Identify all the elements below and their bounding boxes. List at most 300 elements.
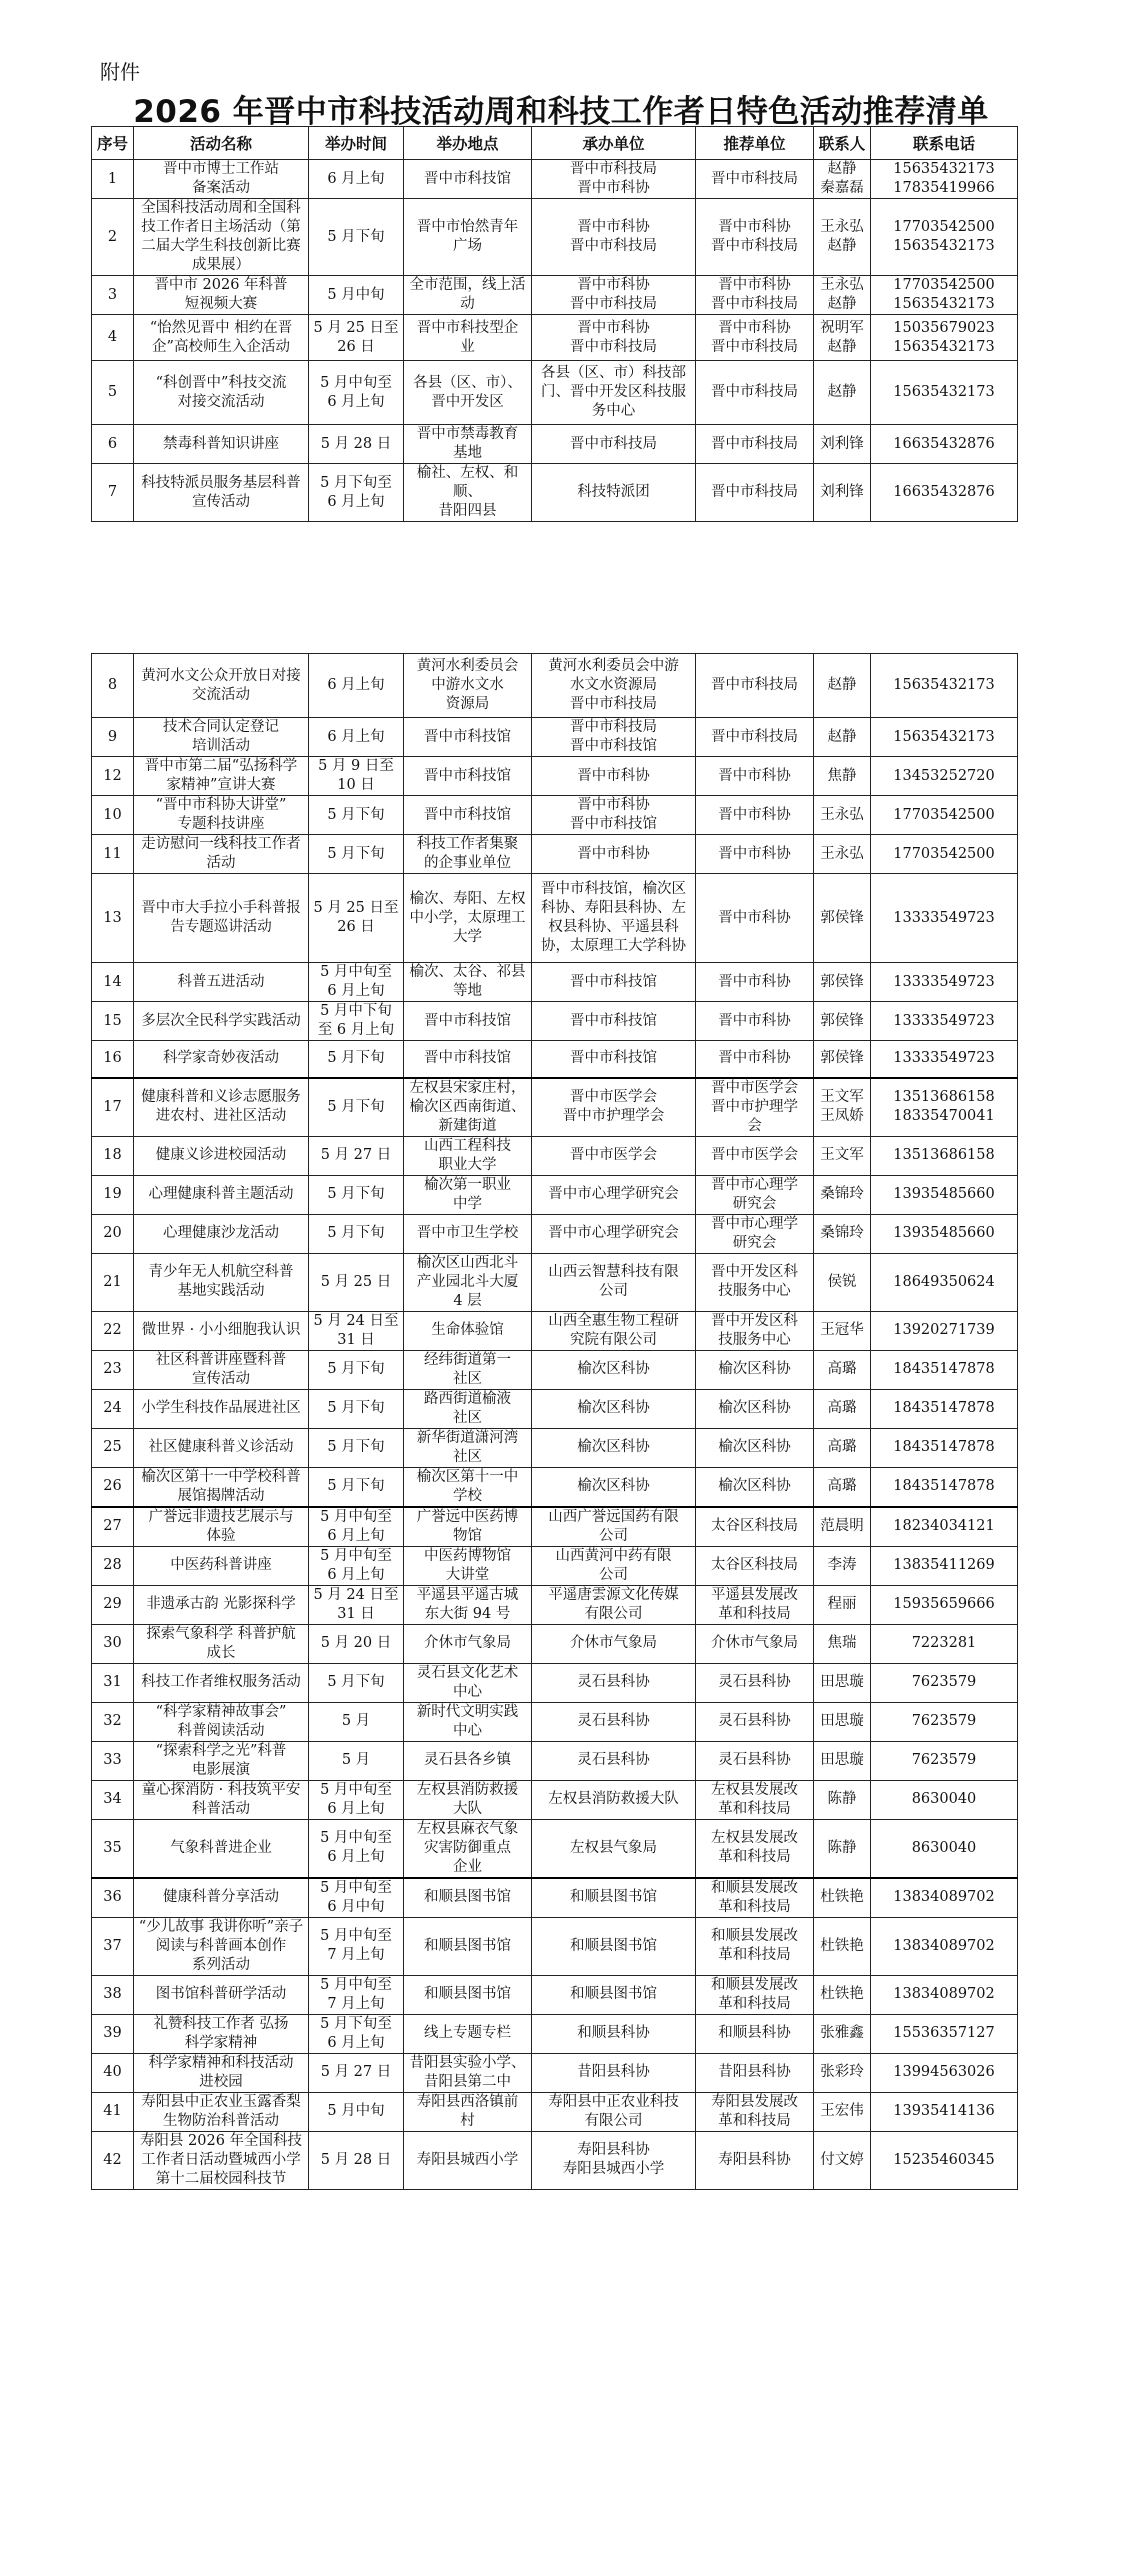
cell-phone: 13834089702 <box>871 1878 1018 1918</box>
cell-name: 社区科普讲座暨科普 宣传活动 <box>134 1350 309 1389</box>
cell-time: 5 月中旬至 6 月上旬 <box>309 1546 404 1585</box>
cell-time: 5 月 25 日至 26 日 <box>309 315 404 361</box>
cell-contact: 桑锦玲 <box>814 1175 871 1214</box>
cell-no: 42 <box>92 2131 134 2189</box>
cell-name: 晋中市第二届“弘扬科学 家精神”宣讲大赛 <box>134 757 309 796</box>
cell-contact: 杜铁艳 <box>814 1917 871 1975</box>
cell-no: 35 <box>92 1819 134 1878</box>
cell-contact: 赵静 <box>814 654 871 718</box>
cell-phone: 7623579 <box>871 1663 1018 1702</box>
cell-recommender: 晋中市科协 <box>696 874 814 963</box>
cell-no: 4 <box>92 315 134 361</box>
cell-phone: 17703542500 <box>871 835 1018 874</box>
table-row <box>92 1780 1018 1819</box>
cell-time: 5 月中下旬 至 6 月上旬 <box>309 1002 404 1041</box>
cell-contact: 杜铁艳 <box>814 1975 871 2014</box>
cell-place: 寿阳县西洛镇前 村 <box>404 2092 532 2131</box>
table-row <box>92 1002 1018 1041</box>
cell-phone: 13920271739 <box>871 1311 1018 1350</box>
cell-place: 左权县宋家庄村， 榆次区西南街道、 新建街道 <box>404 1078 532 1137</box>
attachment-label: 附件 <box>100 60 140 84</box>
table-row <box>92 2092 1018 2131</box>
table-row <box>92 835 1018 874</box>
cell-recommender: 榆次区科协 <box>696 1350 814 1389</box>
cell-name: 榆次区第十一中学校科普 展馆揭牌活动 <box>134 1467 309 1507</box>
cell-time: 5 月中旬 <box>309 2092 404 2131</box>
cell-host: 寿阳县科协 寿阳县城西小学 <box>532 2131 696 2189</box>
table-row <box>92 796 1018 835</box>
cell-contact: 侯锐 <box>814 1253 871 1311</box>
cell-recommender: 晋中市科协 <box>696 1041 814 1078</box>
cell-host: 科技特派团 <box>532 464 696 522</box>
cell-recommender: 平遥县发展改 革和科技局 <box>696 1585 814 1624</box>
cell-host: 昔阳县科协 <box>532 2053 696 2092</box>
cell-name: 探索气象科学 科普护航 成长 <box>134 1624 309 1663</box>
cell-time: 5 月下旬 <box>309 1663 404 1702</box>
cell-name: 中医药科普讲座 <box>134 1546 309 1585</box>
cell-contact: 郭侯锋 <box>814 1002 871 1041</box>
cell-place: 介休市气象局 <box>404 1624 532 1663</box>
table-row <box>92 1819 1018 1878</box>
cell-recommender: 和顺县发展改 革和科技局 <box>696 1878 814 1918</box>
table-row <box>92 1878 1018 1918</box>
cell-name: “科创晋中”科技交流 对接交流活动 <box>134 361 309 425</box>
cell-host: 晋中市科协 <box>532 835 696 874</box>
cell-host: 山西黄河中药有限 公司 <box>532 1546 696 1585</box>
cell-name: 科学家奇妙夜活动 <box>134 1041 309 1078</box>
cell-name: 黄河水文公众开放日对接 交流活动 <box>134 654 309 718</box>
cell-host: 黄河水利委员会中游 水文水资源局 晋中市科技局 <box>532 654 696 718</box>
cell-recommender: 介休市气象局 <box>696 1624 814 1663</box>
cell-place: 晋中市科技馆 <box>404 718 532 757</box>
cell-contact: 王宏伟 <box>814 2092 871 2131</box>
cell-phone: 18435147878 <box>871 1467 1018 1507</box>
cell-place: 左权县麻衣气象 灾害防御重点 企业 <box>404 1819 532 1878</box>
cell-time: 5 月下旬 <box>309 1428 404 1467</box>
cell-name: 健康科普分享活动 <box>134 1878 309 1918</box>
cell-no: 37 <box>92 1917 134 1975</box>
cell-no: 7 <box>92 464 134 522</box>
cell-host: 晋中市科协 晋中市科技局 <box>532 199 696 276</box>
cell-name: 图书馆科普研学活动 <box>134 1975 309 2014</box>
cell-no: 6 <box>92 425 134 464</box>
cell-contact: 王永弘 赵静 <box>814 199 871 276</box>
header-recommender: 推荐单位 <box>696 127 814 160</box>
cell-place: 科技工作者集聚 的企事业单位 <box>404 835 532 874</box>
cell-phone: 15235460345 <box>871 2131 1018 2189</box>
cell-name: 走访慰问一线科技工作者 活动 <box>134 835 309 874</box>
cell-name: 社区健康科普义诊活动 <box>134 1428 309 1467</box>
cell-host: 和顺县图书馆 <box>532 1917 696 1975</box>
cell-recommender: 寿阳县科协 <box>696 2131 814 2189</box>
cell-phone: 17703542500 15635432173 <box>871 199 1018 276</box>
cell-name: 微世界 · 小小细胞我认识 <box>134 1311 309 1350</box>
header-contact: 联系人 <box>814 127 871 160</box>
cell-contact: 杜铁艳 <box>814 1878 871 1918</box>
cell-time: 6 月上旬 <box>309 160 404 199</box>
cell-recommender: 晋中开发区科 技服务中心 <box>696 1311 814 1350</box>
cell-host: 晋中市科协 晋中市科技馆 <box>532 796 696 835</box>
table-row <box>92 276 1018 315</box>
cell-place: 新华街道潇河湾 社区 <box>404 1428 532 1467</box>
cell-no: 22 <box>92 1311 134 1350</box>
cell-host: 灵石县科协 <box>532 1663 696 1702</box>
cell-time: 6 月上旬 <box>309 654 404 718</box>
cell-host: 寿阳县中正农业科技 有限公司 <box>532 2092 696 2131</box>
cell-host: 榆次区科协 <box>532 1428 696 1467</box>
table-row <box>92 199 1018 276</box>
table-row <box>92 1975 1018 2014</box>
table-row <box>92 963 1018 1002</box>
cell-no: 2 <box>92 199 134 276</box>
cell-no: 39 <box>92 2014 134 2053</box>
cell-name: “少儿故事 我讲你听”亲子阅读与科普画本创作 系列活动 <box>134 1917 309 1975</box>
cell-contact: 刘利锋 <box>814 425 871 464</box>
cell-name: 全国科技活动周和全国科技工作者日主场活动（第二届大学生科技创新比赛成果展） <box>134 199 309 276</box>
cell-contact: 陈静 <box>814 1780 871 1819</box>
cell-recommender: 和顺县科协 <box>696 2014 814 2053</box>
cell-contact: 刘利锋 <box>814 464 871 522</box>
cell-no: 12 <box>92 757 134 796</box>
cell-place: 广誉远中医药博 物馆 <box>404 1507 532 1547</box>
cell-no: 29 <box>92 1585 134 1624</box>
cell-place: 经纬街道第一 社区 <box>404 1350 532 1389</box>
cell-no: 27 <box>92 1507 134 1547</box>
cell-place: 榆次区山西北斗 产业园北斗大厦 4 层 <box>404 1253 532 1311</box>
cell-recommender: 灵石县科协 <box>696 1663 814 1702</box>
cell-host: 灵石县科协 <box>532 1741 696 1780</box>
cell-no: 10 <box>92 796 134 835</box>
cell-phone: 7223281 <box>871 1624 1018 1663</box>
cell-recommender: 晋中市科协 晋中市科技局 <box>696 315 814 361</box>
cell-phone: 18435147878 <box>871 1389 1018 1428</box>
activity-table-part1 <box>91 126 1018 522</box>
cell-phone: 13935485660 <box>871 1214 1018 1253</box>
cell-host: 晋中市科协 <box>532 757 696 796</box>
table-row <box>92 2053 1018 2092</box>
cell-host: 榆次区科协 <box>532 1389 696 1428</box>
cell-recommender: 榆次区科协 <box>696 1389 814 1428</box>
table-row <box>92 160 1018 199</box>
table-row <box>92 757 1018 796</box>
cell-no: 9 <box>92 718 134 757</box>
cell-place: 山西工程科技 职业大学 <box>404 1136 532 1175</box>
header-host: 承办单位 <box>532 127 696 160</box>
cell-contact: 郭侯锋 <box>814 1041 871 1078</box>
cell-contact: 赵静 秦嘉磊 <box>814 160 871 199</box>
header-time: 举办时间 <box>309 127 404 160</box>
cell-place: 晋中市科技馆 <box>404 1041 532 1078</box>
cell-recommender: 晋中市科协 <box>696 757 814 796</box>
cell-phone: 8630040 <box>871 1780 1018 1819</box>
cell-time: 5 月中旬至 6 月上旬 <box>309 963 404 1002</box>
cell-host: 和顺县科协 <box>532 2014 696 2053</box>
cell-place: 寿阳县城西小学 <box>404 2131 532 2189</box>
table-row <box>92 464 1018 522</box>
cell-contact: 张彩玲 <box>814 2053 871 2092</box>
cell-contact: 王永弘 <box>814 835 871 874</box>
cell-place: 榆次区第十一中 学校 <box>404 1467 532 1507</box>
cell-no: 19 <box>92 1175 134 1214</box>
table-row <box>92 1507 1018 1547</box>
cell-host: 晋中市科技局 晋中市科协 <box>532 160 696 199</box>
cell-name: 晋中市大手拉小手科普报 告专题巡讲活动 <box>134 874 309 963</box>
cell-host: 平遥唐雲源文化传媒 有限公司 <box>532 1585 696 1624</box>
cell-contact: 陈静 <box>814 1819 871 1878</box>
cell-phone: 13835411269 <box>871 1546 1018 1585</box>
cell-no: 28 <box>92 1546 134 1585</box>
cell-recommender: 晋中市医学会 晋中市护理学 会 <box>696 1078 814 1137</box>
cell-no: 40 <box>92 2053 134 2092</box>
table-row <box>92 1585 1018 1624</box>
cell-no: 11 <box>92 835 134 874</box>
cell-phone: 15935659666 <box>871 1585 1018 1624</box>
cell-phone: 13453252720 <box>871 757 1018 796</box>
table-row <box>92 361 1018 425</box>
table-row <box>92 1350 1018 1389</box>
cell-time: 5 月下旬至 6 月上旬 <box>309 464 404 522</box>
cell-host: 和顺县图书馆 <box>532 1878 696 1918</box>
cell-phone: 18435147878 <box>871 1428 1018 1467</box>
cell-host: 晋中市心理学研究会 <box>532 1214 696 1253</box>
cell-phone: 13935414136 <box>871 2092 1018 2131</box>
cell-recommender: 晋中开发区科 技服务中心 <box>696 1253 814 1311</box>
cell-place: 路西街道榆液 社区 <box>404 1389 532 1428</box>
cell-place: 左权县消防救援 大队 <box>404 1780 532 1819</box>
header-name: 活动名称 <box>134 127 309 160</box>
cell-name: 小学生科技作品展进社区 <box>134 1389 309 1428</box>
table-row <box>92 2014 1018 2053</box>
cell-recommender: 晋中市科协 <box>696 963 814 1002</box>
cell-host: 榆次区科协 <box>532 1350 696 1389</box>
cell-time: 5 月 27 日 <box>309 2053 404 2092</box>
cell-time: 5 月下旬 <box>309 1175 404 1214</box>
cell-place: 和顺县图书馆 <box>404 1975 532 2014</box>
table-row <box>92 2131 1018 2189</box>
cell-place: 线上专题专栏 <box>404 2014 532 2053</box>
cell-no: 25 <box>92 1428 134 1467</box>
cell-contact: 王永弘 赵静 <box>814 276 871 315</box>
cell-phone: 16635432876 <box>871 425 1018 464</box>
cell-no: 36 <box>92 1878 134 1918</box>
cell-place: 晋中市科技馆 <box>404 1002 532 1041</box>
cell-recommender: 左权县发展改 革和科技局 <box>696 1780 814 1819</box>
cell-place: 各县（区、市）、 晋中开发区 <box>404 361 532 425</box>
cell-recommender: 寿阳县发展改 革和科技局 <box>696 2092 814 2131</box>
table-row <box>92 1546 1018 1585</box>
cell-contact: 祝明军 赵静 <box>814 315 871 361</box>
cell-recommender: 太谷区科技局 <box>696 1507 814 1547</box>
cell-phone: 13513686158 <box>871 1136 1018 1175</box>
cell-phone: 15635432173 <box>871 718 1018 757</box>
cell-recommender: 晋中市科协 <box>696 835 814 874</box>
cell-recommender: 晋中市科技局 <box>696 361 814 425</box>
cell-time: 5 月 9 日至 10 日 <box>309 757 404 796</box>
cell-no: 34 <box>92 1780 134 1819</box>
cell-phone: 13513686158 18335470041 <box>871 1078 1018 1137</box>
cell-name: 寿阳县 2026 年全国科技工作者日活动暨城西小学第十二届校园科技节 <box>134 2131 309 2189</box>
cell-name: 科技特派员服务基层科普 宣传活动 <box>134 464 309 522</box>
cell-recommender: 晋中市科协 <box>696 1002 814 1041</box>
cell-contact: 焦瑞 <box>814 1624 871 1663</box>
cell-time: 6 月上旬 <box>309 718 404 757</box>
cell-phone: 13333549723 <box>871 1041 1018 1078</box>
table-row <box>92 1428 1018 1467</box>
activity-table-part2 <box>91 653 1018 2190</box>
cell-time: 5 月下旬 <box>309 1214 404 1253</box>
cell-host: 左权县消防救援大队 <box>532 1780 696 1819</box>
cell-no: 33 <box>92 1741 134 1780</box>
cell-place: 全市范围，线上活 动 <box>404 276 532 315</box>
cell-time: 5 月下旬 <box>309 199 404 276</box>
cell-name: 青少年无人机航空科普 基地实践活动 <box>134 1253 309 1311</box>
cell-host: 晋中市科技馆 <box>532 1002 696 1041</box>
cell-time: 5 月中旬 <box>309 276 404 315</box>
cell-contact: 赵静 <box>814 718 871 757</box>
table-row <box>92 718 1018 757</box>
cell-phone: 13333549723 <box>871 874 1018 963</box>
cell-recommender: 晋中市科技局 <box>696 654 814 718</box>
cell-recommender: 和顺县发展改 革和科技局 <box>696 1917 814 1975</box>
cell-name: 多层次全民科学实践活动 <box>134 1002 309 1041</box>
cell-no: 24 <box>92 1389 134 1428</box>
cell-place: 灵石县各乡镇 <box>404 1741 532 1780</box>
cell-contact: 范晨明 <box>814 1507 871 1547</box>
table-row <box>92 1136 1018 1175</box>
cell-name: “怡然见晋中 相约在晋企”高校师生入企活动 <box>134 315 309 361</box>
cell-name: 科普五进活动 <box>134 963 309 1002</box>
cell-time: 5 月中旬至 7 月上旬 <box>309 1975 404 2014</box>
cell-no: 38 <box>92 1975 134 2014</box>
cell-time: 5 月中旬至 6 月上旬 <box>309 1780 404 1819</box>
cell-no: 21 <box>92 1253 134 1311</box>
cell-name: 科学家精神和科技活动 进校园 <box>134 2053 309 2092</box>
header-place: 举办地点 <box>404 127 532 160</box>
cell-name: “探索科学之光”科普 电影展演 <box>134 1741 309 1780</box>
cell-time: 5 月中旬至 7 月上旬 <box>309 1917 404 1975</box>
cell-recommender: 晋中市科技局 <box>696 464 814 522</box>
cell-no: 41 <box>92 2092 134 2131</box>
cell-contact: 王文军 <box>814 1136 871 1175</box>
cell-recommender: 晋中市科协 晋中市科技局 <box>696 199 814 276</box>
cell-time: 5 月 24 日至 31 日 <box>309 1311 404 1350</box>
cell-name: 广誉远非遗技艺展示与 体验 <box>134 1507 309 1547</box>
cell-contact: 赵静 <box>814 361 871 425</box>
cell-phone: 16635432876 <box>871 464 1018 522</box>
cell-name: “科学家精神故事会” 科普阅读活动 <box>134 1702 309 1741</box>
cell-time: 5 月下旬 <box>309 796 404 835</box>
cell-place: 和顺县图书馆 <box>404 1878 532 1918</box>
cell-time: 5 月中旬至 6 月上旬 <box>309 361 404 425</box>
cell-recommender: 太谷区科技局 <box>696 1546 814 1585</box>
cell-contact: 桑锦玲 <box>814 1214 871 1253</box>
table-row <box>92 1702 1018 1741</box>
cell-place: 晋中市科技馆 <box>404 796 532 835</box>
cell-recommender: 晋中市心理学 研究会 <box>696 1214 814 1253</box>
cell-place: 黄河水利委员会 中游水文水 资源局 <box>404 654 532 718</box>
cell-host: 晋中市科技馆，榆次区科协、寿阳县科协、左权县科协、平遥县科协，太原理工大学科协 <box>532 874 696 963</box>
cell-name: 礼赞科技工作者 弘扬 科学家精神 <box>134 2014 309 2053</box>
cell-name: 寿阳县中正农业玉露香梨 生物防治科普活动 <box>134 2092 309 2131</box>
cell-recommender: 晋中市心理学 研究会 <box>696 1175 814 1214</box>
cell-phone: 15635432173 17835419966 <box>871 160 1018 199</box>
cell-recommender: 灵石县科协 <box>696 1702 814 1741</box>
cell-host: 榆次区科协 <box>532 1467 696 1507</box>
cell-name: 心理健康科普主题活动 <box>134 1175 309 1214</box>
cell-name: 禁毒科普知识讲座 <box>134 425 309 464</box>
cell-place: 平遥县平遥古城 东大街 94 号 <box>404 1585 532 1624</box>
cell-recommender: 灵石县科协 <box>696 1741 814 1780</box>
cell-phone: 13994563026 <box>871 2053 1018 2092</box>
cell-name: 晋中市博士工作站 备案活动 <box>134 160 309 199</box>
table-row <box>92 1467 1018 1507</box>
cell-name: 气象科普进企业 <box>134 1819 309 1878</box>
cell-contact: 程丽 <box>814 1585 871 1624</box>
cell-recommender: 晋中市科技局 <box>696 160 814 199</box>
cell-contact: 田思璇 <box>814 1702 871 1741</box>
table-row <box>92 425 1018 464</box>
cell-contact: 田思璇 <box>814 1741 871 1780</box>
header-phone: 联系电话 <box>871 127 1018 160</box>
cell-time: 5 月 24 日至 31 日 <box>309 1585 404 1624</box>
cell-time: 5 月 <box>309 1741 404 1780</box>
table-row <box>92 1389 1018 1428</box>
cell-contact: 高璐 <box>814 1350 871 1389</box>
cell-place: 晋中市科技馆 <box>404 160 532 199</box>
cell-place: 榆次第一职业 中学 <box>404 1175 532 1214</box>
cell-contact: 高璐 <box>814 1389 871 1428</box>
cell-host: 晋中市科技馆 <box>532 1041 696 1078</box>
table-row <box>92 874 1018 963</box>
cell-recommender: 昔阳县科协 <box>696 2053 814 2092</box>
cell-no: 17 <box>92 1078 134 1137</box>
cell-contact: 高璐 <box>814 1467 871 1507</box>
cell-time: 5 月下旬 <box>309 1041 404 1078</box>
table-row <box>92 1175 1018 1214</box>
cell-name: 科技工作者维权服务活动 <box>134 1663 309 1702</box>
cell-no: 1 <box>92 160 134 199</box>
cell-host: 晋中市医学会 晋中市护理学会 <box>532 1078 696 1137</box>
cell-phone: 18649350624 <box>871 1253 1018 1311</box>
cell-recommender: 和顺县发展改 革和科技局 <box>696 1975 814 2014</box>
cell-phone: 18435147878 <box>871 1350 1018 1389</box>
cell-no: 13 <box>92 874 134 963</box>
cell-recommender: 晋中市科技局 <box>696 718 814 757</box>
cell-contact: 王永弘 <box>814 796 871 835</box>
table-row <box>92 1663 1018 1702</box>
cell-host: 晋中市科技馆 <box>532 963 696 1002</box>
cell-host: 山西广誉远国药有限 公司 <box>532 1507 696 1547</box>
cell-contact: 高璐 <box>814 1428 871 1467</box>
cell-host: 晋中市科技局 <box>532 425 696 464</box>
cell-place: 晋中市怡然青年 广场 <box>404 199 532 276</box>
table-row <box>92 1078 1018 1137</box>
cell-contact: 张雅鑫 <box>814 2014 871 2053</box>
cell-no: 14 <box>92 963 134 1002</box>
document-title: 2026 年晋中市科技活动周和科技工作者日特色活动推荐清单 <box>133 94 989 130</box>
cell-name: “晋中市科协大讲堂” 专题科技讲座 <box>134 796 309 835</box>
cell-no: 23 <box>92 1350 134 1389</box>
cell-name: 技术合同认定登记 培训活动 <box>134 718 309 757</box>
cell-no: 26 <box>92 1467 134 1507</box>
cell-time: 5 月中旬至 6 月中旬 <box>309 1878 404 1918</box>
cell-no: 30 <box>92 1624 134 1663</box>
cell-place: 灵石县文化艺术 中心 <box>404 1663 532 1702</box>
cell-recommender: 晋中市科协 <box>696 796 814 835</box>
cell-phone: 7623579 <box>871 1741 1018 1780</box>
cell-recommender: 榆次区科协 <box>696 1467 814 1507</box>
cell-place: 和顺县图书馆 <box>404 1917 532 1975</box>
